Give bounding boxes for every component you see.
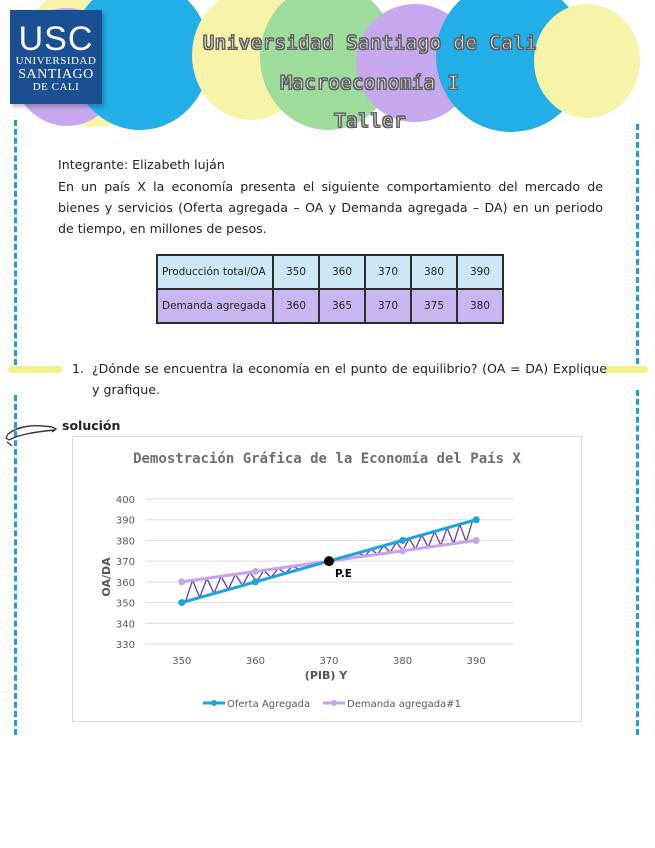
- x-axis-label: (PIB) Y: [304, 669, 348, 682]
- table-cell: 380: [411, 255, 457, 289]
- table-row-label: Demanda agregada: [157, 289, 273, 323]
- x-tick-label: 360: [245, 656, 265, 667]
- right-dashed-border-top: [636, 124, 639, 364]
- left-dashed-border-top: [14, 120, 17, 365]
- assignment-title: Taller: [334, 110, 406, 132]
- university-title: Universidad Santiago de Cali: [202, 32, 538, 54]
- equilibrium-chart: [73, 437, 581, 721]
- logo-acronym: USC: [18, 20, 94, 58]
- y-axis-label: OA/DA: [100, 557, 113, 597]
- table-cell: 360: [273, 289, 319, 323]
- course-title: Macroeconomía I: [280, 72, 460, 94]
- table-cell: 365: [319, 289, 365, 323]
- table-row-demand: [157, 289, 503, 323]
- right-yellow-bar: [604, 366, 648, 373]
- table-cell: 370: [365, 289, 411, 323]
- chart-legend: [203, 699, 461, 710]
- y-tick-label: 330: [115, 640, 135, 651]
- legend-marker: [211, 700, 217, 706]
- x-tick-label: 390: [466, 656, 486, 667]
- data-point: [252, 578, 259, 585]
- right-dashed-border-bottom: [636, 390, 639, 735]
- data-table: [156, 254, 504, 324]
- hand-arrow-icon: [4, 418, 58, 452]
- table-cell: 390: [457, 255, 503, 289]
- data-point: [399, 547, 406, 554]
- legend-label: Demanda agregada#1: [347, 699, 461, 710]
- y-tick-label: 360: [115, 577, 135, 589]
- table-cell: 370: [365, 255, 411, 289]
- question-1: [72, 358, 607, 400]
- y-tick-label: 390: [115, 515, 135, 527]
- equilibrium-label: P.E: [335, 568, 352, 581]
- logo-line-3: DE CALI: [32, 81, 80, 93]
- logo-line-1: UNIVERSIDAD: [15, 55, 97, 67]
- equilibrium-point: [324, 556, 334, 566]
- problem-statement: En un país X la economía presenta el siguiente comportamiento del mercado de bienes y servicios (Oferta agregada – OA y Demanda agregada – DA) en un periodo de tiempo, en millones de pesos.: [58, 179, 603, 236]
- table-cell: 360: [319, 255, 365, 289]
- legend-marker: [331, 700, 337, 706]
- data-point: [399, 537, 406, 544]
- logo-line-2: SANTIAGO: [18, 67, 94, 82]
- table-cell: 380: [457, 289, 503, 323]
- y-tick-label: 380: [115, 536, 135, 548]
- table-row-supply: [157, 255, 503, 289]
- y-tick-label: 350: [115, 598, 135, 610]
- left-yellow-bar: [8, 366, 62, 373]
- question-number: 1.: [72, 361, 85, 376]
- solution-label: solución: [62, 418, 121, 433]
- table-cell: 350: [273, 255, 319, 289]
- x-tick-label: 380: [393, 656, 413, 667]
- x-axis-ticks: [172, 656, 485, 667]
- y-tick-label: 370: [115, 557, 135, 569]
- chart-container: [72, 436, 582, 722]
- table-row-label: Producción total/OA: [157, 255, 273, 289]
- student-name: Integrante: Elizabeth luján: [58, 157, 225, 172]
- x-tick-label: 350: [172, 656, 192, 667]
- data-point: [178, 599, 185, 606]
- data-point: [473, 537, 480, 544]
- y-tick-label: 340: [115, 619, 135, 631]
- x-tick-label: 370: [319, 656, 339, 667]
- data-point: [252, 568, 259, 575]
- chart-title: Demostración Gráfica de la Economía del País X: [133, 451, 521, 467]
- legend-label: Oferta Agregada: [227, 699, 311, 710]
- data-point: [473, 516, 480, 523]
- table-cell: 375: [411, 289, 457, 323]
- y-tick-label: 400: [115, 495, 135, 506]
- chart-gridlines: [145, 499, 513, 644]
- question-text: ¿Dónde se encuentra la economía en el punto de equilibrio? (OA = DA) Explique y grafique.: [92, 361, 607, 397]
- header-circle-yellow-right: [534, 4, 640, 118]
- data-point: [178, 578, 185, 585]
- university-logo: [10, 10, 102, 104]
- y-axis-ticks: [116, 495, 135, 651]
